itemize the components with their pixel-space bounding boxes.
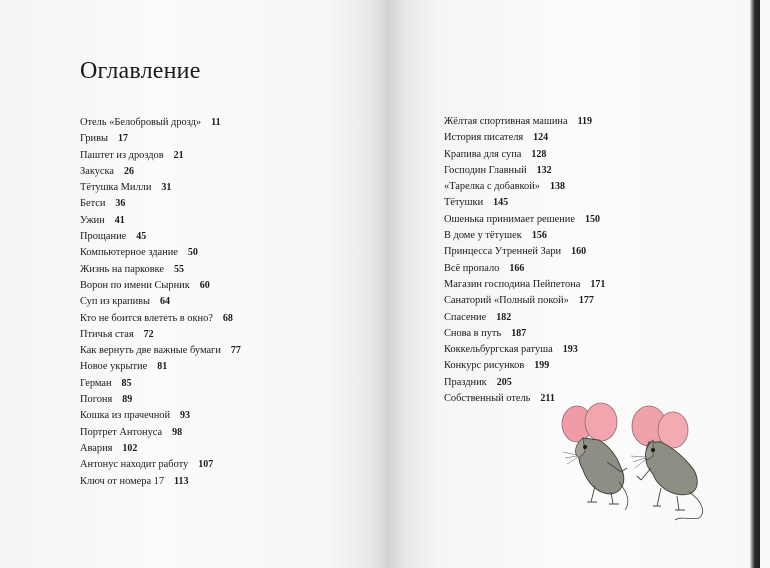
toc-entry-title: Новое укрытие bbox=[80, 361, 148, 373]
toc-entry-page: 85 bbox=[121, 377, 132, 389]
toc-entry-title: Принцесса Утренней Зари bbox=[444, 246, 562, 258]
toc-entry-title: Кошка из прачечной bbox=[80, 410, 171, 422]
toc-entry-title: Всё пропало bbox=[444, 262, 500, 274]
toc-entry-page: 156 bbox=[531, 230, 547, 242]
toc-entry-page: 17 bbox=[118, 133, 128, 145]
toc-entry-page: 211 bbox=[540, 393, 555, 405]
toc-entry bbox=[80, 376, 241, 392]
toc-entry-title: Снова в путь bbox=[444, 327, 502, 339]
toc-entry-page: 199 bbox=[534, 360, 550, 372]
toc-entry-page: 150 bbox=[584, 213, 600, 225]
toc-entry-title: Жёлтая спортивная машина bbox=[444, 116, 568, 127]
right-page bbox=[386, 0, 760, 568]
toc-entry-page: 41 bbox=[114, 214, 125, 226]
toc-entry-page: 182 bbox=[496, 311, 512, 323]
toc-entry-page: 89 bbox=[122, 394, 133, 406]
toc-entry-page: 187 bbox=[511, 327, 527, 339]
toc-entry-page: 31 bbox=[161, 182, 172, 194]
toc-entry bbox=[80, 180, 241, 196]
toc-entry bbox=[444, 310, 605, 326]
toc-entry-title: Птичья стая bbox=[80, 328, 134, 340]
toc-entry-title: Санаторий «Полный покой» bbox=[444, 295, 569, 307]
toc-list-right bbox=[444, 114, 605, 407]
toc-entry-title: Паштет из дроздов bbox=[80, 149, 164, 161]
toc-entry-title: Авария bbox=[80, 442, 113, 454]
toc-entry-title: Прощание bbox=[80, 231, 127, 243]
toc-entry-title: Крапива для супа bbox=[444, 148, 522, 160]
toc-entry-page: 21 bbox=[173, 149, 184, 161]
toc-entry-page: 205 bbox=[496, 376, 512, 388]
toc-entry-title: Гривы bbox=[80, 133, 108, 145]
toc-entry-title: Ворон по имени Сырник bbox=[80, 279, 190, 291]
toc-entry-page: 64 bbox=[160, 296, 171, 308]
toc-entry bbox=[80, 115, 241, 131]
toc-entry bbox=[80, 148, 241, 164]
toc-entry bbox=[80, 441, 241, 457]
toc-entry-title: Портрет Антонуса bbox=[80, 426, 163, 438]
toc-entry-page: 26 bbox=[124, 165, 135, 177]
toc-entry-title: Тётушки bbox=[444, 197, 484, 209]
toc-entry bbox=[80, 311, 241, 327]
toc-entry-title: Ошенька принимает решение bbox=[444, 213, 575, 225]
toc-entry-page: 124 bbox=[533, 132, 549, 144]
toc-entry-page: 93 bbox=[180, 410, 191, 422]
toc-entry bbox=[444, 277, 605, 293]
toc-entry-title: Суп из крапивы bbox=[80, 296, 151, 308]
toc-entry bbox=[444, 261, 605, 277]
toc-entry bbox=[80, 262, 241, 278]
mouse-right bbox=[631, 406, 703, 520]
toc-entry-title: Герман bbox=[80, 377, 112, 389]
toc-entry-title: Погоня bbox=[80, 394, 113, 406]
toc-entry bbox=[80, 425, 241, 441]
toc-entry-title: Компьютерное здание bbox=[80, 247, 178, 259]
toc-entry-title: Спасение bbox=[444, 311, 487, 323]
toc-entry bbox=[444, 130, 605, 146]
toc-entry bbox=[444, 342, 605, 358]
toc-entry-page: 102 bbox=[122, 442, 138, 454]
toc-entry bbox=[80, 196, 241, 212]
toc-entry bbox=[444, 163, 605, 179]
toc-entry-title: Господин Главный bbox=[444, 164, 527, 176]
toc-entry bbox=[444, 179, 605, 195]
toc-entry-page: 119 bbox=[577, 116, 593, 127]
toc-entry-page: 81 bbox=[157, 361, 168, 373]
toc-entry bbox=[444, 244, 605, 260]
toc-entry-page: 132 bbox=[536, 164, 552, 176]
toc-entry bbox=[80, 474, 241, 490]
toc-entry-title: Как вернуть две важные бумаги bbox=[80, 345, 221, 357]
toc-entry bbox=[80, 164, 241, 180]
toc-entry-page: 138 bbox=[549, 181, 565, 193]
mouse-left bbox=[562, 403, 628, 510]
toc-entry bbox=[80, 392, 241, 408]
toc-entry-title: Отель «Белобровый дрозд» bbox=[80, 117, 202, 128]
toc-entry-page: 113 bbox=[174, 475, 189, 487]
toc-entry bbox=[80, 213, 241, 229]
toc-entry-page: 50 bbox=[187, 247, 198, 259]
toc-entry bbox=[80, 278, 241, 294]
toc-entry-title: Жизнь на парковке bbox=[80, 263, 165, 275]
toc-entry-title: Закуска bbox=[80, 165, 115, 177]
toc-entry-title: Конкурс рисунков bbox=[444, 360, 525, 372]
toc-title: Оглавление bbox=[80, 58, 201, 84]
toc-entry-title: Магазин господина Пейпетона bbox=[444, 278, 581, 290]
toc-entry bbox=[80, 131, 241, 147]
toc-entry-title: Коккельбургская ратуша bbox=[444, 344, 553, 356]
toc-entry-page: 98 bbox=[172, 426, 183, 438]
toc-entry bbox=[80, 229, 241, 245]
toc-entry-page: 160 bbox=[571, 246, 587, 258]
toc-entry-page: 45 bbox=[136, 231, 147, 243]
toc-entry-page: 77 bbox=[230, 345, 241, 357]
toc-entry bbox=[444, 326, 605, 342]
toc-entry-title: Бетси bbox=[80, 198, 106, 210]
toc-entry-page: 193 bbox=[562, 344, 578, 356]
toc-entry bbox=[444, 293, 605, 309]
toc-entry bbox=[80, 343, 241, 359]
toc-entry-title: Кто не боится влететь в окно? bbox=[80, 312, 213, 324]
toc-entry-page: 107 bbox=[198, 459, 214, 471]
toc-entry bbox=[444, 114, 605, 130]
toc-entry bbox=[444, 212, 605, 228]
toc-entry-page: 72 bbox=[143, 328, 154, 340]
toc-list-left bbox=[80, 115, 241, 490]
toc-entry-title: Антонус находит работу bbox=[80, 459, 189, 471]
toc-entry bbox=[80, 327, 241, 343]
toc-entry-page: 36 bbox=[115, 198, 126, 210]
toc-entry-page: 171 bbox=[590, 278, 606, 290]
toc-entry bbox=[80, 408, 241, 424]
toc-entry bbox=[80, 359, 241, 375]
toc-entry bbox=[444, 228, 605, 244]
toc-entry bbox=[444, 147, 605, 163]
toc-entry-title: Ключ от номера 17 bbox=[80, 475, 165, 487]
toc-entry-title: «Тарелка с добавкой» bbox=[444, 181, 540, 193]
toc-entry bbox=[444, 195, 605, 211]
toc-entry-title: Тётушка Милли bbox=[80, 182, 152, 194]
toc-entry-title: История писателя bbox=[444, 132, 524, 144]
mice-illustration bbox=[561, 402, 711, 522]
toc-entry-title: Собственный отель bbox=[444, 393, 531, 405]
toc-entry-page: 60 bbox=[199, 279, 210, 291]
toc-entry-page: 55 bbox=[174, 263, 185, 275]
toc-entry-title: В доме у тётушек bbox=[444, 230, 522, 242]
toc-entry-page: 166 bbox=[509, 262, 525, 274]
toc-entry-page: 128 bbox=[531, 148, 547, 160]
toc-entry bbox=[80, 294, 241, 310]
toc-entry-title: Праздник bbox=[444, 376, 487, 388]
toc-entry-page: 177 bbox=[578, 295, 594, 307]
toc-entry-page: 145 bbox=[493, 197, 509, 209]
toc-entry bbox=[444, 375, 605, 391]
toc-entry-page: 11 bbox=[211, 117, 221, 128]
page-edge-shadow bbox=[750, 0, 760, 568]
toc-entry bbox=[80, 457, 241, 473]
toc-entry bbox=[80, 245, 241, 261]
toc-entry bbox=[444, 358, 605, 374]
toc-entry-title: Ужин bbox=[80, 214, 105, 226]
toc-entry-page: 68 bbox=[222, 312, 233, 324]
